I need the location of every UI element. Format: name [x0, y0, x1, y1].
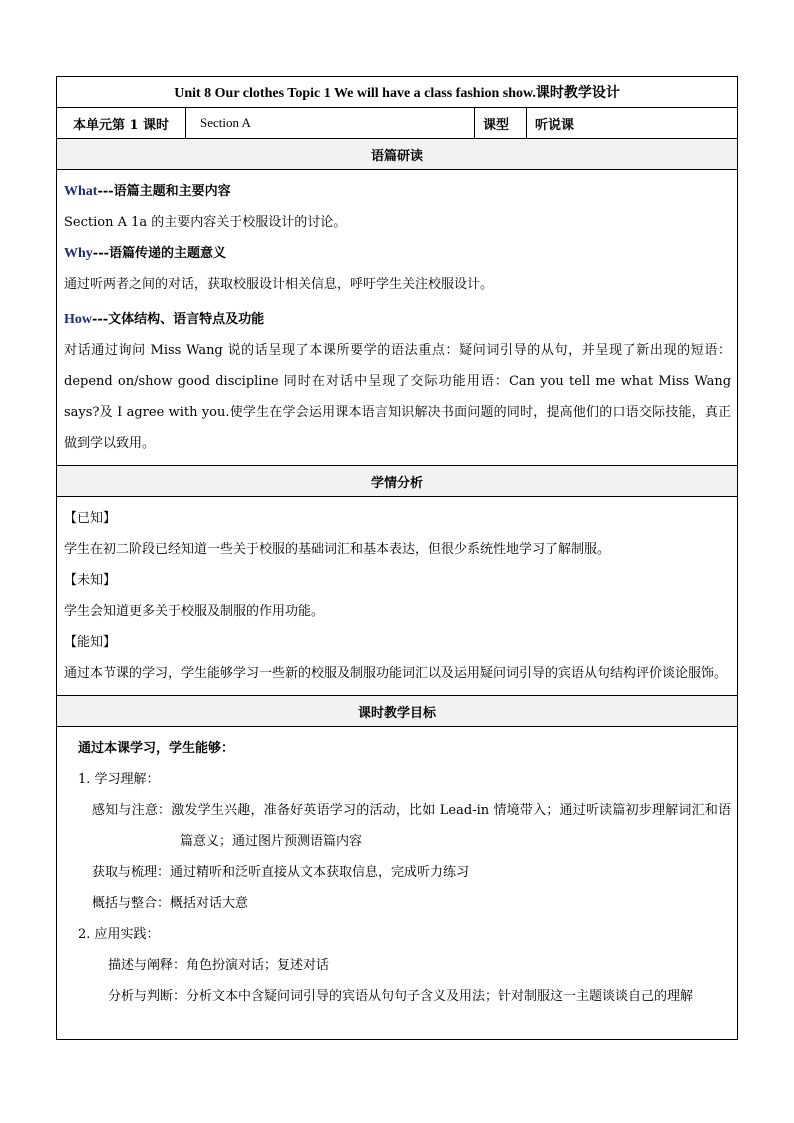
- able-content: 通过本节课的学习，学生能够学习一些新的校服及制服功能词汇以及运用疑问词引导的宾语从句结构评价谈论服饰。: [64, 666, 728, 681]
- document-title: Unit 8 Our clothes Topic 1 We will have a class fashion show.课时教学设计: [57, 77, 738, 108]
- text-study-heading: 语篇研读: [57, 139, 738, 170]
- why-heading: Why---语篇传递的主题意义: [64, 246, 226, 261]
- objective-summarize: 概括与整合：概括对话大意: [92, 896, 249, 911]
- section-name: Section A: [186, 108, 475, 139]
- how-content: 对话通过询问 Miss Wang 说的话呈现了本课所要学的语法重点：疑问词引导的从句，并呈现了新出现的短语：depend on/show good discipline 同时在对话中呈现了交际功能用语：Can you tell me what Miss Wang says?及 I agree with you.使学生在学会运用课本语言知识解决书面问题的同时，提高他们的口语交际技能，真正做到学以致用。: [64, 343, 732, 451]
- objective-analyze: 分析与判断：分析文本中含疑问词引导的宾语从句句子含义及用法；针对制服这一主题谈谈自己的理解: [108, 989, 694, 1004]
- lesson-number: 本单元第 1 课时: [57, 108, 186, 139]
- objective-1-title: 1. 学习理解：: [78, 772, 160, 787]
- why-content: 通过听两者之间的对话，获取校服设计相关信息，呼吁学生关注校服设计。: [64, 277, 494, 292]
- what-content: Section A 1a 的主要内容关于校服设计的讨论。: [64, 215, 347, 230]
- text-study-body: [57, 170, 738, 466]
- lesson-plan-document: [56, 76, 737, 1040]
- able-label: 【能知】: [64, 635, 117, 650]
- known-content: 学生在初二阶段已经知道一些关于校服的基础词汇和基本表达，但很少系统性地学习了解制服。: [64, 542, 611, 557]
- lesson-type-value: 听说课: [527, 108, 738, 139]
- lesson-type-label: 课型: [475, 108, 527, 139]
- objectives-body: [57, 727, 738, 1040]
- objective-perceive: 感知与注意：激发学生兴趣，准备好英语学习的活动，比如 Lead-in 情境带入；通过听读篇初步理解词汇和语篇意义；通过图片预测语篇内容: [92, 803, 732, 849]
- unknown-label: 【未知】: [64, 573, 117, 588]
- what-heading: What---语篇主题和主要内容: [64, 184, 231, 199]
- objective-describe: 描述与阐释：角色扮演对话；复述对话: [108, 958, 330, 973]
- objective-2-title: 2. 应用实践：: [78, 927, 160, 942]
- learner-analysis-body: [57, 497, 738, 696]
- learner-analysis-heading: 学情分析: [57, 466, 738, 497]
- objectives-heading: 课时教学目标: [57, 696, 738, 727]
- objectives-intro: 通过本课学习，学生能够：: [78, 741, 235, 756]
- how-heading: How---文体结构、语言特点及功能: [64, 312, 265, 327]
- lesson-plan-table: [56, 76, 738, 1040]
- objective-obtain: 获取与梳理：通过精听和泛听直接从文本获取信息，完成听力练习: [92, 865, 470, 880]
- unknown-content: 学生会知道更多关于校服及制服的作用功能。: [64, 604, 325, 619]
- known-label: 【已知】: [64, 511, 117, 526]
